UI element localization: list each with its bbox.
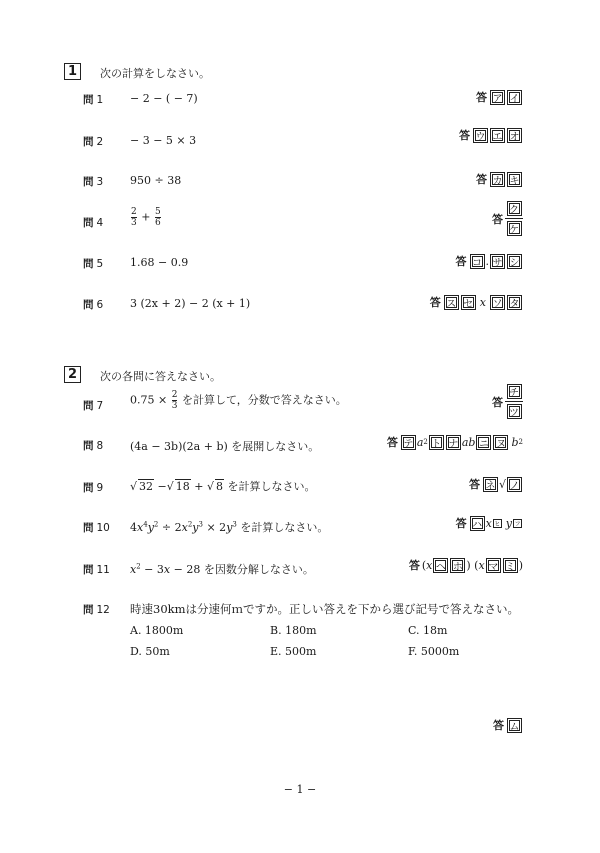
answer-box[interactable]: ウ — [473, 128, 488, 143]
answer-1: 答 ア イ — [476, 89, 523, 105]
choice-e: E. 500m — [270, 645, 317, 658]
section-number-1: 1 — [64, 63, 81, 80]
variable: x — [479, 295, 486, 309]
answer-box[interactable]: ナ — [446, 435, 461, 450]
answer-box[interactable]: ス — [444, 295, 459, 310]
question-expression-10: $4x^4y^2 \div 2x^2y^3 \times 2y^3$ を計算しなさい。 — [130, 520, 329, 534]
answer-3: 答 カ キ — [476, 171, 523, 187]
answer-box[interactable]: ツ — [507, 404, 522, 419]
question-expression-11: $x^2 - 3x - 28$ を因数分解しなさい。 — [130, 562, 314, 576]
fraction: $\frac{2}{3}$ — [131, 207, 137, 228]
question-expression-3: 950 ÷ 38 — [130, 174, 182, 187]
choice-c: C. 18m — [408, 624, 448, 637]
question-label-1: 問 1 — [83, 94, 104, 106]
answer-box[interactable]: カ — [490, 172, 505, 187]
answer-box[interactable]: ヒ — [494, 520, 501, 528]
question-label-3: 問 3 — [83, 176, 104, 188]
fraction: $\frac{5}{6}$ — [154, 207, 161, 228]
answer-box[interactable]: ネ — [483, 477, 498, 492]
answer-box[interactable]: テ — [401, 435, 416, 450]
answer-box[interactable]: シ — [507, 254, 522, 269]
section-number-2: 2 — [64, 366, 81, 383]
answer-box[interactable]: サ — [490, 254, 505, 269]
answer-box[interactable]: チ — [507, 384, 522, 399]
question-label-10: 問 10 — [83, 522, 110, 534]
answer-box[interactable]: ヘ — [433, 558, 448, 573]
answer-9: 答 ネ √ ノ — [469, 476, 523, 492]
question-label-8: 問 8 — [83, 440, 104, 452]
question-label-6: 問 6 — [83, 299, 104, 311]
question-label-2: 問 2 — [83, 136, 104, 148]
answer-box[interactable]: ニ — [476, 435, 491, 450]
answer-8: 答 テ a 2 ト ナ ab ニ ヌ b 2 — [386, 435, 523, 450]
answer-box[interactable]: コ — [470, 254, 485, 269]
question-expression-6: 3 (2x + 2) − 2 (x + 1) — [130, 297, 251, 310]
answer-box[interactable]: エ — [490, 128, 505, 143]
page-number: − 1 − — [283, 783, 317, 796]
choice-f: F. 5000m — [408, 645, 460, 658]
answer-box[interactable]: ク — [507, 201, 522, 216]
question-expression-8: (4a − 3b)(2a + b) を展開しなさい。 — [130, 440, 320, 453]
question-label-5: 問 5 — [83, 258, 104, 270]
answer-12: 答 ム — [493, 717, 523, 733]
answer-fraction — [505, 384, 523, 419]
fraction: $\frac{2}{3}$ — [171, 390, 178, 411]
question-expression-1: − 2 − ( − 7) — [130, 92, 198, 105]
answer-box[interactable]: ホ — [450, 558, 465, 573]
decimal-point: . — [485, 254, 489, 268]
answer-box[interactable]: オ — [507, 128, 522, 143]
question-label-7: 問 7 — [83, 400, 104, 412]
answer-6: 答 ス セ x ソ タ — [430, 294, 523, 310]
answer-box[interactable]: ミ — [503, 558, 518, 573]
answer-box[interactable]: キ — [507, 172, 522, 187]
answer-box[interactable]: ヌ — [493, 435, 508, 450]
answer-box[interactable]: ケ — [507, 221, 522, 236]
question-text-12: 時速30kmは分速何ｍですか。正しい答えを下から選び記号で答えなさい。 — [130, 602, 520, 616]
question-expression-2: − 3 − 5 × 3 — [130, 134, 197, 147]
question-label-9: 問 9 — [83, 482, 104, 494]
answer-2: 答 ウ エ オ — [459, 127, 523, 143]
answer-box[interactable]: ソ — [490, 295, 505, 310]
question-expression-4: $\frac{2}{3}$ + $\frac{5}{6}$ — [131, 207, 161, 228]
section-instruction-2: 次の各問に答えなさい。 — [100, 370, 221, 383]
sqrt-icon: √ — [498, 477, 506, 491]
answer-box[interactable]: セ — [461, 295, 476, 310]
question-expression-9: √ 32 −√ 18 + √ 8 を計算しなさい。 — [130, 480, 316, 493]
question-expression-5: 1.68 − 0.9 — [130, 256, 189, 269]
answer-box[interactable]: マ — [486, 558, 501, 573]
choice-a: A. 1800m — [130, 624, 184, 637]
answer-box[interactable]: イ — [507, 90, 522, 105]
answer-7: 答 チ ツ — [492, 384, 523, 419]
section-instruction-1: 次の計算をしなさい。 — [100, 67, 210, 80]
answer-box[interactable]: ハ — [470, 516, 485, 531]
answer-box[interactable]: ム — [507, 718, 522, 733]
answer-box[interactable]: ト — [429, 435, 444, 450]
answer-10: 答 ハ x ヒ y フ — [455, 516, 521, 531]
question-label-4: 問 4 — [83, 217, 104, 229]
question-label-12: 問 12 — [83, 604, 110, 616]
answer-11: 答 (x ヘ ホ ) (x マ ミ ) — [408, 558, 523, 573]
choice-d: D. 50m — [130, 645, 170, 658]
choice-b: B. 180m — [270, 624, 317, 637]
answer-box[interactable]: フ — [514, 520, 521, 528]
answer-box[interactable]: タ — [507, 295, 522, 310]
answer-box[interactable]: ア — [490, 90, 505, 105]
answer-box[interactable]: ノ — [507, 477, 522, 492]
answer-5: 答 コ . サ シ — [456, 253, 524, 269]
answer-fraction — [505, 201, 523, 236]
question-expression-7: 0.75 × $\frac{2}{3}$ を計算して，分数で答えなさい。 — [130, 390, 347, 411]
answer-4: 答 ク ケ — [492, 201, 523, 236]
question-label-11: 問 11 — [83, 564, 110, 576]
